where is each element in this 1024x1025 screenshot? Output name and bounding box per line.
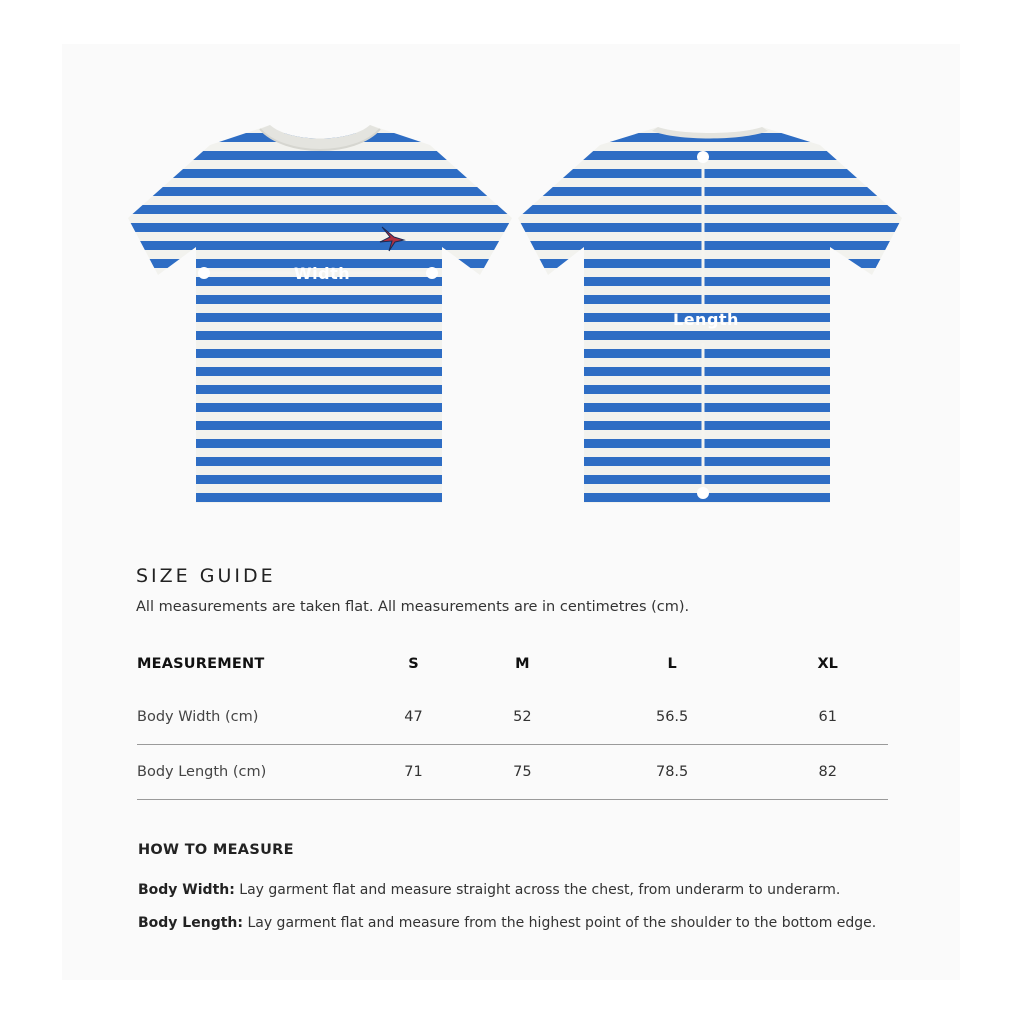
header-size-s: S xyxy=(408,656,419,672)
cell-value: 56.5 xyxy=(577,690,768,745)
cell-value: 82 xyxy=(767,745,888,800)
instruction-text: Lay garment flat and measure straight across the chest, from underarm to underarm. xyxy=(239,882,841,898)
cell-value: 78.5 xyxy=(577,745,768,800)
front-tshirt-image xyxy=(120,115,520,515)
width-label: Width xyxy=(294,264,351,283)
table-row xyxy=(137,690,888,745)
row-label: Body Length (cm) xyxy=(137,745,359,800)
header-size-l: L xyxy=(667,656,677,672)
size-guide-subtitle: All measurements are taken flat. All measurements are in centimetres (cm). xyxy=(136,599,690,615)
table-row xyxy=(137,745,888,800)
length-label: Length xyxy=(673,310,739,329)
table-header-row xyxy=(137,638,888,690)
header-measurement: MEASUREMENT xyxy=(137,656,265,672)
cell-value: 71 xyxy=(359,745,468,800)
instruction-term: Body Length: xyxy=(138,915,243,931)
row-label: Body Width (cm) xyxy=(137,690,359,745)
body-width-instruction xyxy=(138,882,840,898)
cell-value: 75 xyxy=(468,745,577,800)
instruction-term: Body Width: xyxy=(138,882,235,898)
size-guide-title: SIZE GUIDE xyxy=(136,565,276,587)
header-size-m: M xyxy=(515,656,530,672)
cell-value: 52 xyxy=(468,690,577,745)
size-table xyxy=(137,638,888,800)
cell-value: 61 xyxy=(767,690,888,745)
cell-value: 47 xyxy=(359,690,468,745)
header-size-xl: XL xyxy=(817,656,838,672)
body-length-instruction xyxy=(138,915,876,931)
instruction-text: Lay garment flat and measure from the highest point of the shoulder to the bottom edge. xyxy=(247,915,877,931)
how-to-measure-title: HOW TO MEASURE xyxy=(138,842,294,858)
